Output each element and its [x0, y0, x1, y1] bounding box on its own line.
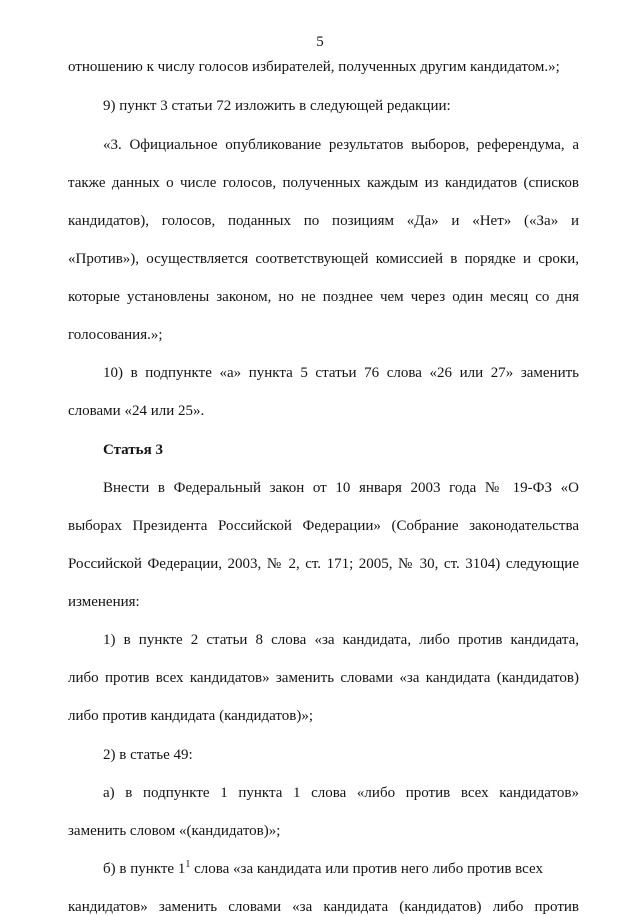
text-line: Внести в Федеральный закон от 10 января 2003 года № 19-ФЗ «О — [103, 480, 579, 496]
text-line: а) в подпункте 1 пункта 1 слова «либо против всех кандидатов» — [103, 785, 579, 801]
superscript: 1 — [185, 859, 191, 870]
text-line: либо против кандидата (кандидатов)»; — [68, 708, 313, 724]
text-line: Российской Федерации, 2003, № 2, ст. 171; 2005, № 30, ст. 3104) следующие — [68, 556, 579, 572]
text-line: 10) в подпункте «а» пункта 5 статьи 76 слова «26 или 27» заменить — [103, 365, 579, 381]
text-line: «Против»), осуществляется соответствующей комиссией в порядке и сроки, — [68, 251, 579, 267]
text-line — [103, 860, 543, 878]
text-line: 2) в статье 49: — [103, 747, 193, 763]
text-line: которые установлены законом, но не позднее чем через один месяц со дня — [68, 289, 579, 305]
text-line: 1) в пункте 2 статьи 8 слова «за кандидата, либо против кандидата, — [103, 632, 579, 648]
text-line: отношению к числу голосов избирателей, полученных другим кандидатом.»; — [68, 59, 560, 75]
text-line: 9) пункт 3 статьи 72 изложить в следующей редакции: — [103, 98, 451, 114]
text-line: словами «24 или 25». — [68, 403, 205, 419]
text-line: также данных о числе голосов, полученных каждым из кандидатов (списков — [68, 175, 579, 191]
article-heading: Статья 3 — [103, 442, 163, 458]
text-line: заменить словом «(кандидатов)»; — [68, 823, 281, 839]
text-line: кандидатов), голосов, поданных по позициям «Да» и «Нет» («За» и — [68, 213, 579, 229]
text-fragment: б) в пункте 1 — [103, 861, 186, 877]
text-line: либо против всех кандидатов» заменить словами «за кандидата (кандидатов) — [68, 670, 579, 686]
text-line: изменения: — [68, 594, 140, 610]
page-number: 5 — [316, 34, 324, 50]
text-line: кандидатов» заменить словами «за кандидата (кандидатов) либо против — [68, 899, 579, 915]
text-line: выборах Президента Российской Федерации» (Собрание законодательства — [68, 518, 579, 534]
text-fragment: слова «за кандидата или против него либо против всех — [190, 861, 543, 877]
text-line: голосования.»; — [68, 327, 163, 343]
text-line: «3. Официальное опубликование результатов выборов, референдума, а — [103, 137, 579, 153]
